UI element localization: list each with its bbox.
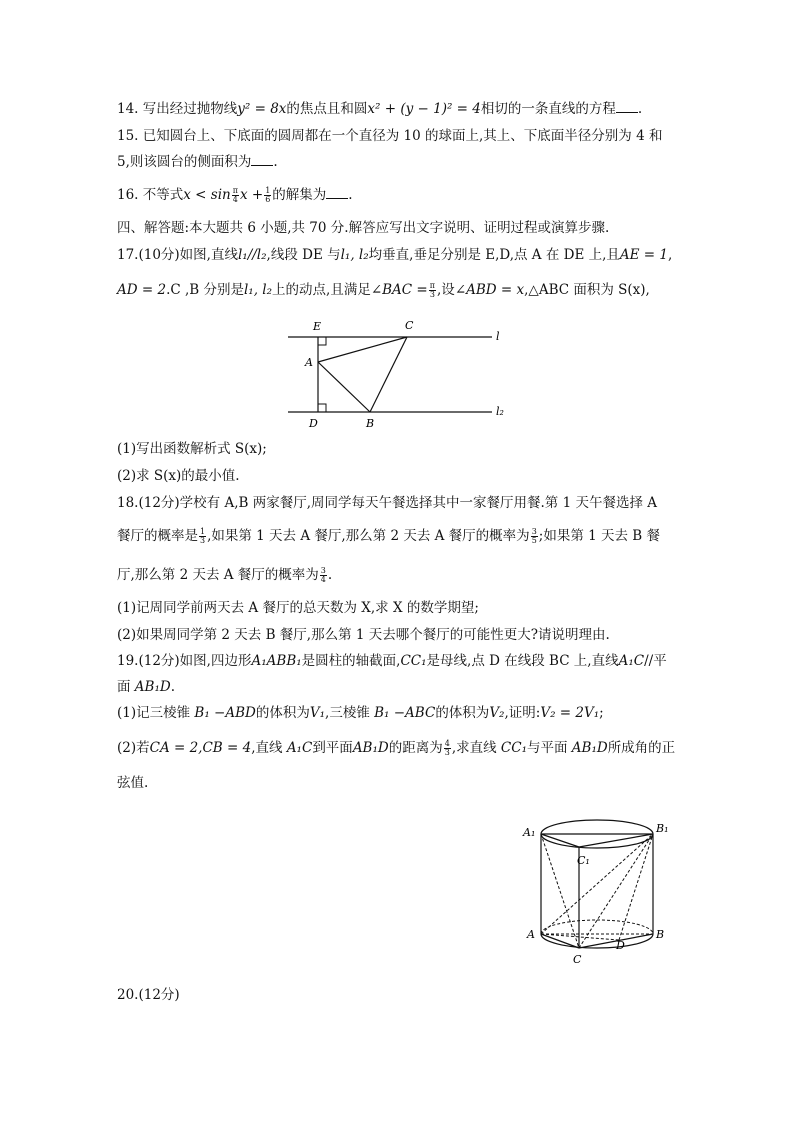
q19-fraction	[444, 740, 451, 757]
segment-ac	[318, 337, 407, 362]
question-17-line1	[117, 246, 672, 264]
q17-ad: AD = 2	[117, 282, 167, 298]
segment-a1c	[541, 834, 579, 948]
q16-end: .	[348, 187, 353, 203]
label-c: C	[573, 953, 582, 966]
frac-num: 1	[265, 186, 271, 195]
q19-plane-2: AB₁D	[352, 740, 389, 756]
q17-ae: AE = 1	[619, 247, 668, 263]
q19-quad: A₁ABB₁	[251, 653, 302, 669]
q17-text-2d: ,△ABC 面积为 S(x),	[524, 282, 650, 298]
q19-sub1-f: ;	[599, 705, 604, 721]
q19-sub2-a: (2)若	[117, 740, 150, 756]
q19-sub1-a: (1)记三棱锥	[117, 705, 191, 721]
q19-v1: V₁	[309, 705, 326, 721]
frac-num: π	[429, 281, 436, 290]
q19-text-2: 面	[117, 679, 131, 695]
label-a: A	[527, 928, 535, 941]
q19-a1c: A₁C	[618, 653, 645, 669]
label-b: B	[366, 417, 375, 430]
right-angle-d	[318, 404, 326, 412]
q19-sub2-b: ,直线	[251, 740, 283, 756]
question-19-line-last: 弦值.	[117, 775, 149, 791]
q17-lines-2: l₁, l₂	[243, 282, 273, 298]
q19-text-d: //平	[644, 653, 667, 669]
segment-bc	[370, 337, 407, 412]
q16-fraction-1-6	[264, 187, 271, 204]
question-15-line2	[117, 153, 278, 171]
q17-lines: l₁, l₂	[340, 247, 369, 263]
q19-sub2-f: 与平面	[526, 740, 568, 756]
q16-text-suffix: 的解集为	[272, 187, 327, 203]
segment-cb1	[579, 834, 653, 948]
frac-den: 3	[200, 536, 206, 545]
q18-end: .	[327, 567, 333, 583]
q19-a1c-2: A₁C	[286, 740, 313, 756]
q15-text: 5,则该圆台的侧面积为	[117, 154, 252, 170]
q17-parallel: l₁//l₂	[237, 247, 267, 263]
question-18-sub2: (2)如果周同学第 2 天去 B 餐厅,那么第 1 天去哪个餐厅的可能性更大?请说明理由.	[117, 627, 610, 643]
question-18-sub1: (1)记周同学前两天去 A 餐厅的总天数为 X,求 X 的数学期望;	[117, 600, 479, 616]
question-15-line1: 15. 已知圆台上、下底面的圆周都在一个直径为 10 的球面上,其上、下底面半径分别为 4 和	[117, 128, 663, 144]
q19-sub1-d: 的体积为	[435, 705, 490, 721]
q18-fraction-2	[531, 528, 538, 545]
answer-blank	[326, 186, 348, 199]
segment-ad	[541, 934, 619, 940]
q18-text-b: ,如果第 1 天去 A 餐厅,那么第 2 天去 A 餐厅的概率为	[207, 528, 530, 544]
label-b1: B₁	[656, 822, 669, 835]
bottom-ellipse-back	[541, 920, 653, 934]
q19-sub1-b: 的体积为	[255, 705, 310, 721]
q19-text-c: 是母线,点 D 在线段 BC 上,直线	[426, 653, 619, 669]
question-17-sub1: (1)写出函数解析式 S(x);	[117, 441, 267, 457]
q19-ca: CA = 2,CB = 4	[149, 740, 252, 756]
q19-tetra-2: B₁ −ABC	[374, 705, 436, 721]
frac-den: 3	[429, 290, 435, 299]
frac-den: 5	[531, 536, 537, 545]
label-l2: l₂	[496, 405, 504, 418]
question-17-line2	[117, 281, 650, 299]
q15-end: .	[273, 154, 278, 170]
frac-den: 6	[265, 195, 271, 204]
bottom-ellipse-front	[541, 934, 653, 948]
q19-sub2-e: ,求直线	[451, 740, 497, 756]
q17-text-c: 均垂直,垂足分别是 E,D,点 A 在 DE 上,且	[368, 247, 620, 263]
frac-num: 3	[320, 566, 326, 575]
q16-expr-a: x < sin	[183, 187, 231, 203]
q19-cc1-2: CC₁	[500, 740, 527, 756]
question-18-line3	[117, 566, 332, 584]
label-e: E	[313, 320, 322, 333]
q19-cylinder-figure	[515, 812, 680, 970]
q17-angle: ∠BAC =	[370, 282, 428, 298]
q18-fraction-1	[199, 528, 206, 545]
segment-db1	[619, 834, 653, 940]
q19-end: .	[170, 679, 175, 695]
frac-num: 4	[444, 739, 450, 748]
q19-text: 19.(12分)如图,四边形	[117, 653, 252, 669]
q19-eq: V₂ = 2V₁	[540, 705, 600, 721]
q14-circle: x² + (y − 1)² = 4	[367, 101, 481, 117]
section-heading: 四、解答题:本大题共 6 小题,共 70 分.解答应写出文字说明、证明过程或演算步骤.	[117, 220, 610, 236]
right-angle-e	[318, 337, 326, 345]
q18-fraction-3	[320, 567, 327, 584]
question-19-line1	[117, 652, 667, 670]
question-19-sub1	[117, 704, 604, 722]
q16-text: 16. 不等式	[117, 187, 184, 203]
q16-expr-b: x +	[239, 187, 264, 203]
q14-parabola: y² = 8x	[237, 101, 287, 117]
q19-sub2-g: 所成角的正	[607, 740, 676, 756]
label-a: A	[305, 356, 313, 369]
q17-abd: ∠ABD = x	[454, 282, 525, 298]
label-c1: C₁	[577, 854, 590, 867]
q17-figure	[280, 316, 520, 432]
question-16	[117, 186, 353, 204]
frac-den: 3	[444, 748, 450, 757]
q19-text-b: 是圆柱的轴截面,	[301, 653, 401, 669]
question-17-sub2: (2)求 S(x)的最小值.	[117, 468, 240, 484]
q14-text: 14. 写出经过抛物线	[117, 101, 238, 117]
question-14	[117, 100, 642, 118]
q19-plane: AB₁D	[134, 679, 171, 695]
q17-fraction-pi-3	[429, 282, 436, 299]
q19-cc1: CC₁	[400, 653, 427, 669]
question-19-sub2	[117, 739, 675, 757]
label-b: B	[656, 928, 665, 941]
answer-blank	[616, 100, 638, 113]
q17-comma: ,	[668, 247, 673, 263]
frac-num: 3	[531, 527, 537, 536]
answer-blank	[251, 153, 273, 166]
q18-text: 餐厅的概率是	[117, 528, 198, 544]
q18-text-c: ;如果第 1 天去 B 餐	[538, 528, 661, 544]
label-d: D	[309, 417, 318, 430]
q16-fraction-pi-4	[232, 187, 239, 204]
q18-text-3: 厅,那么第 2 天去 A 餐厅的概率为	[117, 567, 319, 583]
segment-c1b1	[579, 834, 653, 847]
question-18-line2	[117, 527, 660, 545]
label-a1: A₁	[523, 826, 536, 839]
q19-sub2-c: 到平面	[312, 740, 353, 756]
question-20: 20.(12分)	[117, 987, 180, 1003]
label-l1: l	[496, 330, 500, 343]
question-18-line1: 18.(12分)学校有 A,B 两家餐厅,周同学每天午餐选择其中一家餐厅用餐.第 1 天午餐选择 A	[117, 495, 658, 511]
label-c: C	[405, 319, 414, 332]
q17-text: 17.(10分)如图,直线	[117, 247, 238, 263]
q19-tetra-1: B₁ −ABD	[194, 705, 256, 721]
q17-text-2c: ,设	[437, 282, 455, 298]
frac-den: 4	[232, 195, 238, 204]
q19-sub1-c: ,三棱锥	[325, 705, 370, 721]
q14-text-mid: 的焦点且和圆	[286, 101, 368, 117]
frac-num: π	[232, 186, 238, 195]
q19-v2: V₂	[489, 705, 505, 721]
frac-num: 1	[200, 527, 206, 536]
question-19-line2	[117, 678, 175, 696]
label-d: D	[616, 939, 625, 952]
q14-text-suffix: 相切的一条直线的方程	[480, 101, 616, 117]
q17-text-b: ,线段 DE 与	[266, 247, 341, 263]
q19-sub1-e: ,证明:	[504, 705, 541, 721]
q17-text-2b: 上的动点,且满足	[272, 282, 371, 298]
q14-end: .	[637, 101, 643, 117]
q19-sub2-d: 的距离为	[388, 740, 443, 756]
q19-plane-3: AB₁D	[571, 740, 608, 756]
frac-den: 4	[320, 575, 326, 584]
q17-text-2a: .C ,B 分别是	[166, 282, 244, 298]
